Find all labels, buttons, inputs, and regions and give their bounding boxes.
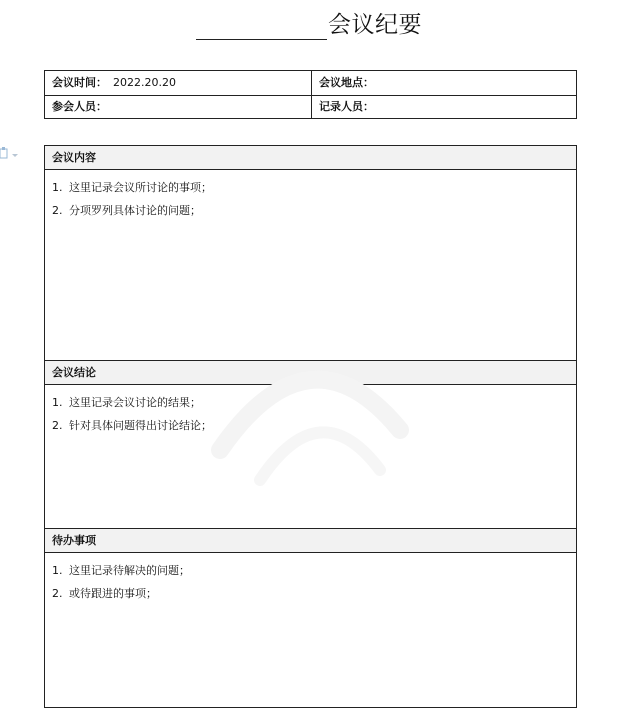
meeting-time-label: 会议时间： — [52, 76, 107, 89]
section-heading-todo: 待办事项 — [45, 529, 576, 553]
item-text: 这里记录会议讨论的结果； — [69, 396, 201, 409]
item-number: 2. — [52, 419, 63, 432]
list-item — [52, 414, 576, 437]
item-number: 1. — [52, 181, 63, 194]
document-title — [196, 6, 422, 40]
item-number: 1. — [52, 564, 63, 577]
item-number: 2. — [52, 587, 63, 600]
info-row-1 — [45, 71, 576, 96]
item-text: 这里记录会议所讨论的事项； — [69, 181, 212, 194]
section-body-conclusion[interactable] — [45, 385, 576, 529]
title-text: 会议纪要 — [328, 12, 422, 38]
section-heading-conclusion: 会议结论 — [45, 361, 576, 385]
section-body-content[interactable] — [45, 170, 576, 361]
paste-options-icon[interactable] — [0, 145, 22, 165]
list-item — [52, 391, 576, 414]
item-text: 这里记录待解决的问题； — [69, 564, 190, 577]
item-text: 针对具体问题得出讨论结论； — [69, 419, 212, 432]
item-number: 2. — [52, 204, 63, 217]
recorder-label: 记录人员： — [319, 100, 374, 113]
meeting-time-cell[interactable] — [45, 71, 312, 95]
attendees-label: 参会人员： — [52, 100, 107, 113]
meeting-location-label: 会议地点： — [319, 76, 374, 89]
info-row-2 — [45, 95, 576, 118]
list-item — [52, 582, 576, 605]
item-text: 分项罗列具体讨论的问题； — [69, 204, 201, 217]
section-heading-content: 会议内容 — [45, 146, 576, 170]
list-item — [52, 559, 576, 582]
title-blank-line[interactable] — [196, 11, 327, 40]
minutes-table — [44, 145, 577, 708]
meeting-time-value: 2022.20.20 — [113, 76, 176, 89]
meeting-info-table — [44, 70, 577, 119]
item-text: 或待跟进的事项； — [69, 587, 157, 600]
attendees-cell[interactable] — [45, 95, 312, 118]
list-item — [52, 176, 576, 199]
item-number: 1. — [52, 396, 63, 409]
list-item — [52, 199, 576, 222]
section-body-todo[interactable] — [45, 553, 576, 707]
recorder-cell[interactable] — [312, 95, 576, 118]
meeting-location-cell[interactable] — [312, 71, 576, 95]
